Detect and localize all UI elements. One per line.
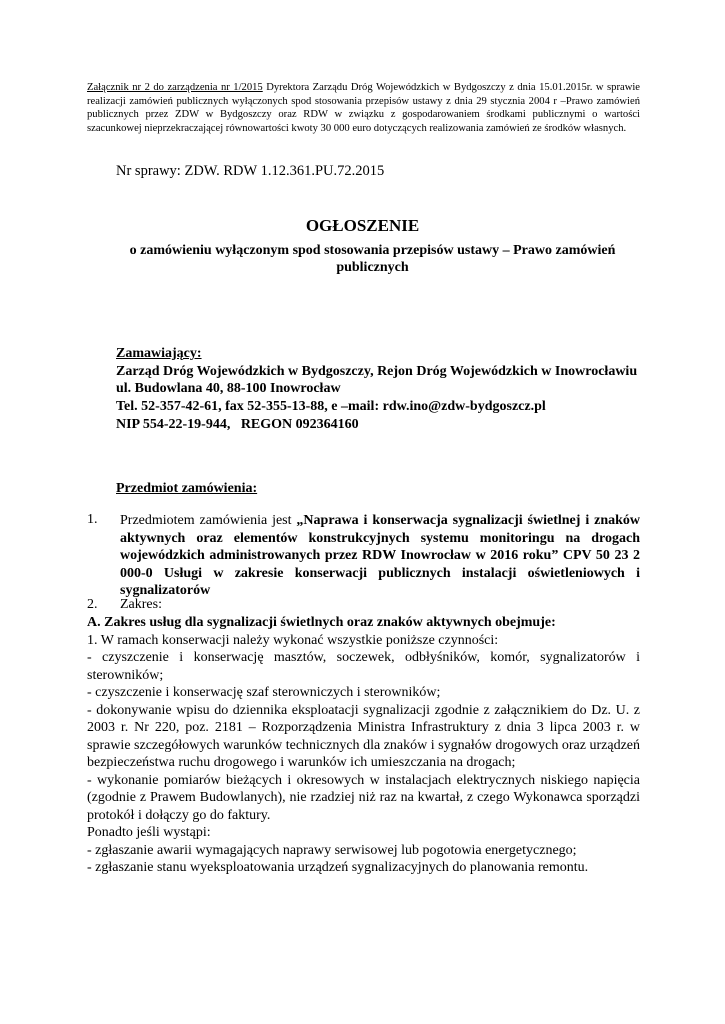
scope-line: - zgłaszanie stanu wyeksploatowania urządzeń sygnalizacyjnych do planowania remontu. — [87, 860, 589, 875]
item-2-number: 2. — [87, 597, 98, 612]
attachment-note-ref: Załącznik nr 2 do zarządzenia nr 1/2015 — [87, 82, 263, 93]
scope-line: Ponadto jeśli wystąpi: — [87, 825, 211, 840]
case-number: Nr sprawy: ZDW. RDW 1.12.361.PU.72.2015 — [116, 163, 385, 179]
item-1-text — [120, 512, 640, 600]
scope-line: - wykonanie pomiarów bieżących i okresowych w instalacjach elektrycznych niskiego napięcia (zgodnie z Prawem Budowlanych), nie rzadziej niż raz na kwartał, z czego Wykonawca sporządzi protokół i dołączy go do faktury. — [87, 772, 640, 823]
scope-line: - czyszczenie i konserwację szaf sterowniczych i sterowników; — [87, 685, 441, 700]
contracting-authority-label: Zamawiający: — [116, 346, 202, 361]
scope-section — [87, 614, 640, 877]
attachment-note-text: Dyrektora Zarządu Dróg Wojewódzkich w Bydgoszczy z dnia 15.01.2015r. w sprawie realizacji zamówień publicznych wyłączonych spod stosowania przepisów ustawy z dnia 29 stycznia 2004 r –Prawo zamówień publicznych przez ZDW w Bydgoszczy oraz RDW w związku z gospodarowaniem środkami publicznymi o wartości szacunkowej nieprzekraczającej równowartości kwoty 30 000 euro dotyczących realizowania zamówień ze środków własnych. — [87, 82, 640, 134]
authority-address: ul. Budowlana 40, 88-100 Inowrocław — [116, 381, 341, 397]
scope-line: - zgłaszanie awarii wymagających naprawy serwisowej lub pogotowia energetycznego; — [87, 842, 577, 858]
scope-line: - dokonywanie wpisu do dziennika eksploatacji sygnalizacji zgodnie z załącznikiem do Dz. U. z 2003 r. Nr 220, poz. 2181 – Rozporządzenia Ministra Infrastruktury z dnia 3 lipca 2003 r. w sprawie szczegółowych warunków technicznych dla znaków i sygnałów drogowych oraz urządzeń bezpieczeństwa ruchu drogowego i warunków ich umieszczania na drogach; — [87, 702, 640, 770]
item-1-prefix: Przedmiotem zamówienia jest — [120, 513, 297, 528]
document-title: OGŁOSZENIE — [305, 216, 420, 235]
authority-contact: Tel. 52-357-42-61, fax 52-355-13-88, e –mail: rdw.ino@zdw-bydgoszcz.pl — [116, 399, 546, 415]
attachment-note — [87, 81, 640, 135]
item-2-text: Zakres: — [120, 597, 162, 612]
scope-heading: A. Zakres usług dla sygnalizacji świetlnych oraz znaków aktywnych obejmuje: — [87, 615, 556, 630]
authority-name: Zarząd Dróg Wojewódzkich w Bydgoszczy, Rejon Dróg Wojewódzkich w Inowrocławiu — [116, 363, 638, 379]
scope-line: 1. W ramach konserwacji należy wykonać wszystkie poniższe czynności: — [87, 632, 499, 648]
document-subtitle: o zamówieniu wyłączonym spod stosowania przepisów ustawy – Prawo zamówień publicznych — [129, 243, 616, 275]
scope-line: - czyszczenie i konserwację masztów, soczewek, odbłyśników, komór, sygnalizatorów i sterowników; — [87, 650, 640, 683]
item-1-subject: „Naprawa i konserwacja sygnalizacji świetlnej i znaków aktywnych oraz elementów konstrukcyjnych systemu monitoringu na drogach wojewódzkich administrowanych przez RDW Inowrocław w 2016 roku” CPV 50 23 2 000-0 Usługi w zakresie konserwacji publicznych instalacji oświetleniowych i sygnalizatorów — [120, 513, 640, 598]
subject-heading: Przedmiot zamówienia: — [116, 481, 258, 496]
contracting-authority — [116, 345, 646, 434]
item-1-number: 1. — [87, 512, 98, 527]
authority-ids: NIP 554-22-19-944, REGON 092364160 — [116, 416, 359, 432]
